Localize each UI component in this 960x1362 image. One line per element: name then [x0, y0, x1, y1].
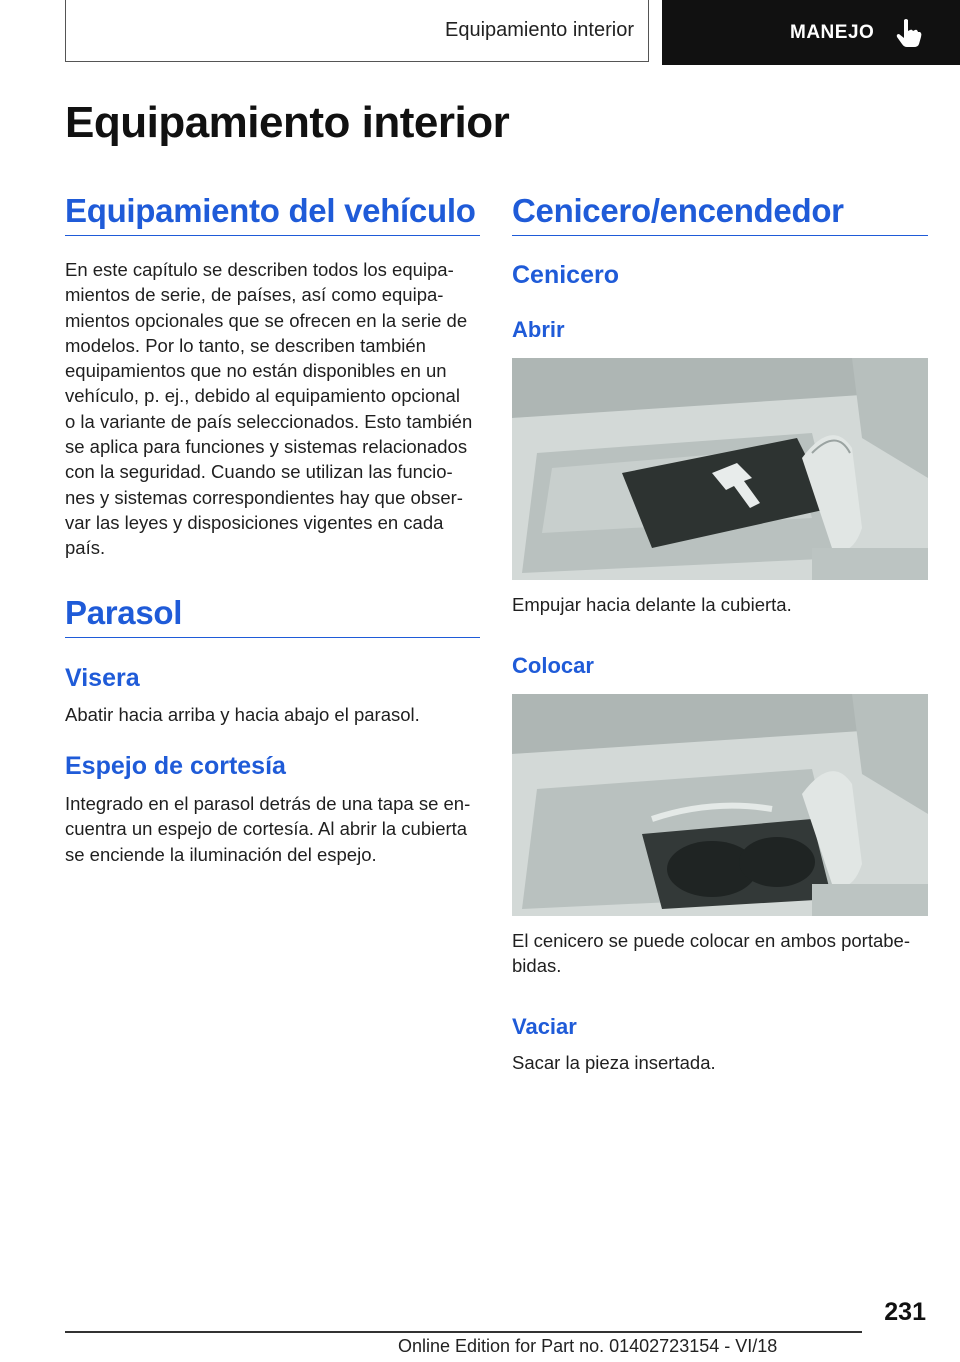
cupholder-illustration [512, 694, 928, 916]
text-line: El cenicero se puede colocar en ambos portabe- [512, 930, 910, 951]
text-line: cuentra un espejo de cortesía. Al abrir la cubierta [65, 818, 468, 840]
text-line: Integrado en el parasol detrás de una tapa se en- [65, 793, 471, 814]
header-section-label: Equipamiento interior [445, 19, 634, 41]
text-line: se enciende la iluminación del espejo. [65, 843, 377, 865]
footer-edition: Online Edition for Part no. 01402723154 - VI/18 [398, 1336, 778, 1356]
text-line: vehículo, p. ej., debido al equipamiento opcional [65, 385, 460, 407]
text-line: mientos de serie, de países, así como equipa- [65, 284, 444, 306]
header-chapter-label: MANEJO [790, 21, 875, 43]
page-title: Equipamiento interior [65, 98, 510, 147]
section-heading-equipamiento: Equipamiento del vehículo [65, 192, 480, 236]
vaciar-text: Sacar la pieza insertada. [512, 1052, 716, 1073]
text-line: modelos. Por lo tanto, se describen también [65, 334, 426, 356]
text-line: nes y sistemas correspondientes hay que obser- [65, 486, 463, 508]
text-line: equipamientos que no están disponibles en un [65, 360, 447, 382]
text-line: En este capítulo se describen todos los equipa- [65, 259, 454, 280]
text-line: con la seguridad. Cuando se utilizan las funcio- [65, 461, 453, 483]
espejo-paragraph [65, 791, 485, 867]
text-line: mientos opcionales que se ofrecen en la serie de [65, 309, 468, 331]
colocar-caption [512, 928, 932, 979]
page-number: 231 [884, 1298, 926, 1326]
subheading-cenicero: Cenicero [512, 261, 619, 289]
text-line: se aplica para funciones y sistemas relacionados [65, 436, 468, 458]
header-chapter-tab [662, 0, 960, 65]
subheading-abrir: Abrir [512, 317, 565, 342]
subheading-espejo: Espejo de cortesía [65, 752, 286, 780]
text-line: o la variante de país seleccionados. Esto también [65, 410, 473, 432]
visera-text: Abatir hacia arriba y hacia abajo el parasol. [65, 704, 420, 725]
abrir-caption: Empujar hacia delante la cubierta. [512, 594, 792, 615]
intro-paragraph [65, 257, 485, 561]
section-heading-parasol: Parasol [65, 594, 480, 638]
subheading-visera: Visera [65, 664, 140, 692]
text-line: var las leyes y disposiciones vigentes en cada [65, 511, 444, 533]
ashtray-open-illustration [512, 358, 928, 580]
subheading-vaciar: Vaciar [512, 1014, 577, 1039]
footer-divider [65, 1331, 862, 1333]
text-line: bidas. [512, 955, 562, 977]
section-heading-cenicero-encendedor: Cenicero/encendedor [512, 192, 928, 236]
header-section-tab [65, 0, 649, 62]
hand-pointer-icon [896, 18, 922, 48]
text-line: país. [65, 537, 106, 559]
subheading-colocar: Colocar [512, 653, 594, 678]
